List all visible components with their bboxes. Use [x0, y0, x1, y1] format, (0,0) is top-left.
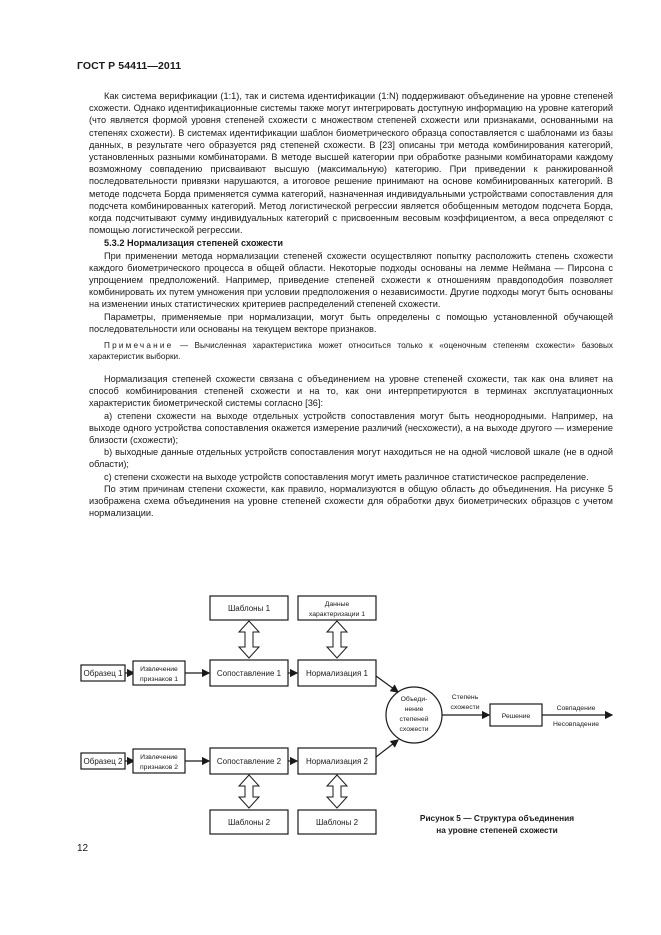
decision-label: Решение	[501, 713, 531, 720]
compare-2-label: Сопоставление 2	[216, 757, 282, 766]
sample-1-label: Образец 1	[83, 669, 123, 678]
normalize-1-label: Нормализация 1	[306, 669, 368, 678]
paragraph: Параметры, применяемые при нормализации, могут быть определены с помощью установленной обучающей последовательности или основаны на текущем векторе признаков.	[89, 311, 613, 334]
extract-1-label-b: признаков 1	[139, 676, 179, 683]
char-data-1-label-a: Данные	[324, 601, 350, 608]
arrow-normalize-2	[376, 740, 398, 757]
list-item: c) степени схожести на выходе устройств сопоставления могут иметь различное статистическое распределение.	[104, 471, 589, 482]
section-heading: 5.3.2 Нормализация степеней схожести	[104, 238, 283, 249]
double-arrow-templates-1	[239, 621, 259, 658]
fusion-label-a: Объеди-	[400, 696, 428, 703]
paragraph: Как система верификации (1:1), так и система идентификации (1:N) поддерживают объединение на уровне степеней схожести. Однако идентификационные системы также могут интегрировать доступную информацию на уровне категорий (что является формой уровня степеней схожести с множеством степеней схожести или признаками, основанными на степенях схожести). В системах идентификации шаблон биометрического образца сопоставляется с шаблонами из базы данных, в результате чего образуется ряд степеней схожести. В [23] описаны три метода комбинирования категорий, установленных разными комбинаторами. В методе высшей категории при обработке разными комбинаторами каждому возможному совпадению присваивают высшую (максимальную) категорию. При приведении к ранжированной последовательности привязки нарушаются, а итоговое решение принимают на основе комбинированных категорий. В методе подсчета Борда применяется сумма категорий, назначенная индивидуальными устройствами сопоставления для подсчета комбинированных категорий. Метод логистической регрессии является обобщенным методом подсчета Борда, когда подсчитывают сумму индивидуальных категорий с присвоенным весовым коэффициентом, а веса определяют с помощью логистической регрессии.	[89, 91, 613, 236]
list-item: а) степени схожести на выходе отдельных устройств сопоставления могут быть неоднородными. Например, на выходе одного устройства сопоставления окажется измерение различий (несхожести), а на выходе другого — измерение близости (схожести);	[89, 410, 613, 446]
normalize-2-label: Нормализация 2	[306, 757, 368, 766]
templates-1-label: Шаблоны 1	[227, 604, 271, 613]
sample-2-label: Образец 2	[83, 757, 123, 766]
templates-2a-label: Шаблоны 2	[227, 818, 271, 827]
page-number: 12	[77, 843, 89, 854]
double-arrow-templates-2b	[327, 775, 347, 808]
double-arrow-char-data-1	[327, 621, 347, 658]
figure-caption-line-1: Рисунок 5 — Структура объединения	[419, 813, 575, 823]
body-text	[89, 90, 613, 520]
nonmatch-label: Несовпадение	[552, 721, 600, 728]
compare-1-label: Сопоставление 1	[216, 669, 282, 678]
list-item: b) выходные данные отдельных устройств сопоставления могут находиться не на одной числовой шкале (не в одной области);	[89, 447, 613, 470]
paragraph: При применении метода нормализации степеней схожести осуществляют попытку расположить степень схожести каждого биометрического процесса в общей области. Некоторые подходы основаны на лемме Неймана — Пирсона с упрощением предположений. Например, приведение степеней схожести к отношениям правдоподобия позволяет комбинировать их путем умножения при условии предположения о независимости. Другие подходы могут быть основаны на изменении иных статистических критериев распределений степеней схожести.	[89, 250, 613, 310]
match-label: Совпадение	[556, 705, 596, 712]
extract-2-label-a: Извлечение	[140, 754, 178, 761]
double-arrow-templates-2a	[239, 775, 259, 808]
arrow-normalize-1	[376, 676, 398, 692]
char-data-1-label-b: характеризации 1	[308, 611, 366, 618]
extract-2-label-b: признаков 2	[139, 764, 179, 771]
score-label-a: Степень	[451, 694, 479, 701]
extract-1-label-a: Извлечение	[140, 666, 178, 673]
note-label: Примечание	[104, 341, 174, 351]
fusion-label-d: схожести	[399, 726, 429, 733]
figure-caption-line-2: на уровне степеней схожести	[436, 825, 558, 835]
note	[89, 340, 613, 362]
fusion-label-b: нение	[404, 706, 424, 713]
paragraph: Нормализация степеней схожести связана с объединением на уровне степеней схожести, так как она влияет на способ комбинирования степеней схожести и на то, как они интерпретируются в терминах эксплуатационных характеристик биометрической системы согласно [36]:	[89, 374, 613, 409]
fusion-label-c: степеней	[399, 716, 429, 723]
note-text: — Вычисленная характеристика может относиться только к «оценочным степеням схожести» базовых характеристик выборки.	[89, 341, 613, 362]
templates-2b-label: Шаблоны 2	[315, 818, 359, 827]
standard-header: ГОСТ Р 54411—2011	[77, 60, 182, 72]
fusion-diagram	[78, 590, 618, 850]
score-label-b: схожести	[450, 704, 480, 711]
paragraph: По этим причинам степени схожести, как правило, нормализуются в общую область до объединения. На рисунке 5 изображена схема объединения на уровне степеней схожести для обработки двух биометрических образцов с учетом нормализации.	[89, 483, 613, 519]
